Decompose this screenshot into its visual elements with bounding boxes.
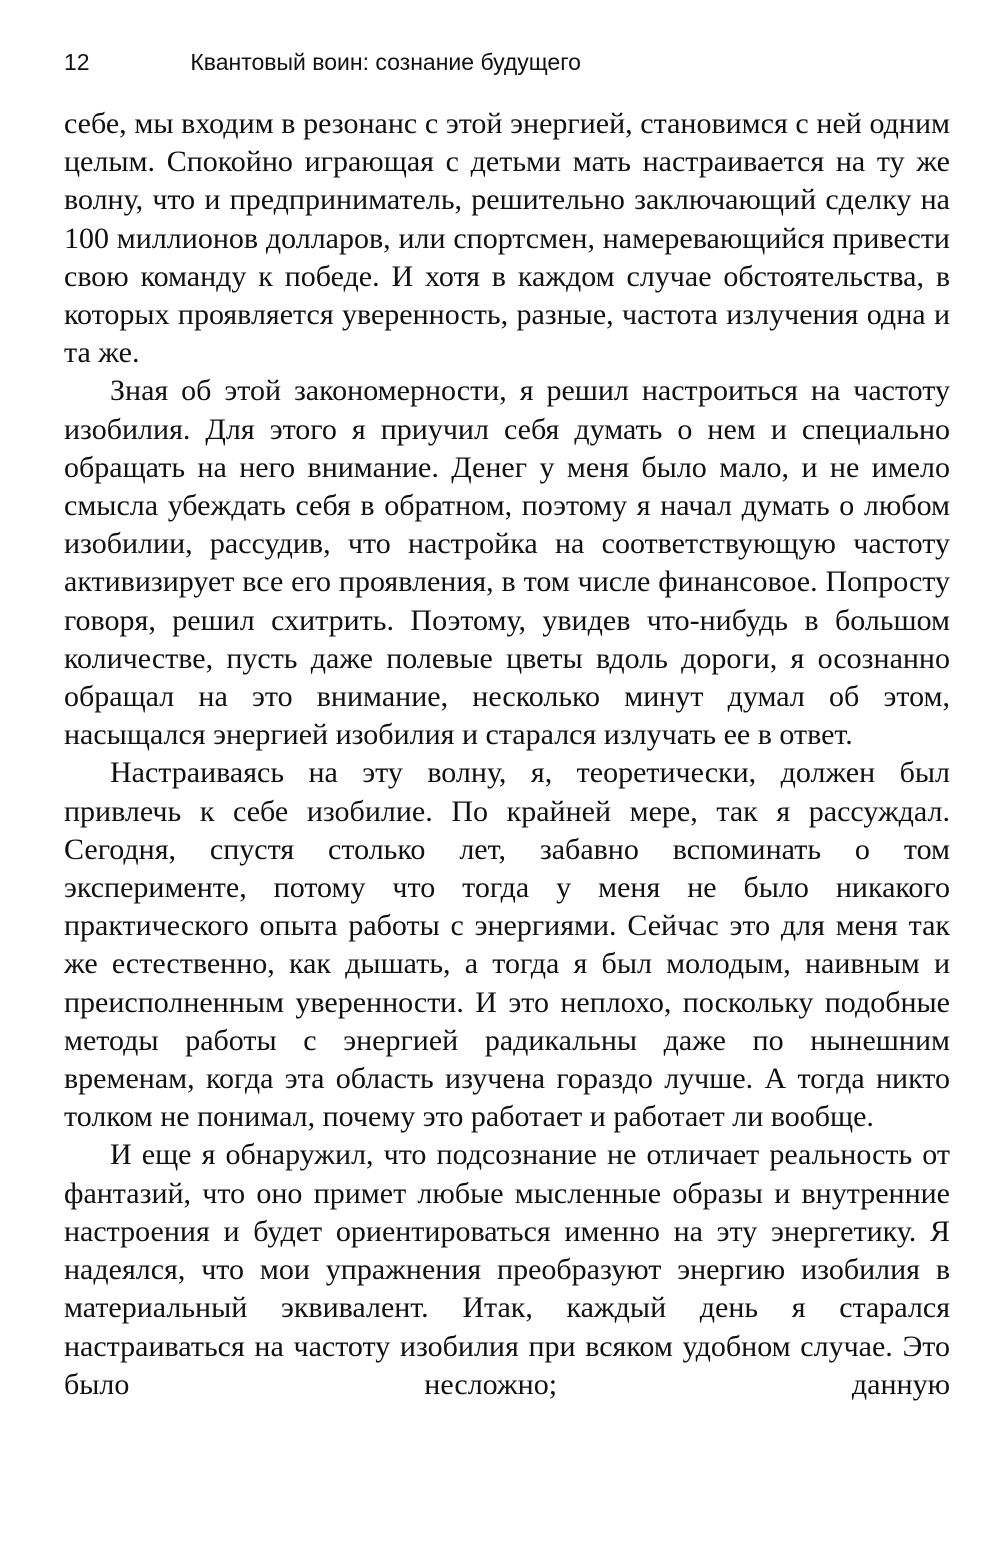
page-number: 12: [64, 49, 90, 75]
paragraph-2: Зная об этой закономерности, я решил настроиться на частоту изобилия. Для этого я приучил себя думать о нем и специально обращать на него внимание. Денег у меня было мало, и не имело смысла убеждать себя в обратном, поэтому я начал думать о любом изобилии, рассудив, что настройка на соответствующую частоту активизирует все его проявления, в том числе финансовое. Попросту говоря, решил схитрить. Поэтому, увидев что-нибудь в большом количестве, пусть даже полевые цветы вдоль дороги, я осознанно обращал на это внимание, несколько минут думал об этом, насыщался энергией изобилия и старался излучать ее в ответ.: [64, 374, 950, 752]
running-head: [64, 44, 944, 80]
book-title: Квантовый воин: сознание будущего: [190, 49, 581, 75]
paragraph-1: себе, мы входим в резонанс с этой энергией, становимся с ней одним целым. Спокойно играющая с детьми мать настраивается на ту же волну, что и предприниматель, решительно заключающий сделку на 100 миллионов долларов, или спортсмен, намеревающийся привести свою команду к победе. И хотя в каждом случае обстоятельства, в которых проявляется уверенность, разные, частота излучения одна и та же.: [64, 107, 950, 370]
body-text: [64, 105, 950, 1404]
paragraph-4: И еще я обнаружил, что подсознание не отличает реальность от фантазий, что оно примет любые мысленные образы и внутренние настроения и будет ориентироваться именно на эту энергетику. Я надеялся, что мои упражнения преобразуют энергию изобилия в материальный эквивалент. Итак, каждый день я старался настраиваться на частоту изобилия при всяком удобном случае. Это было несложно; данную: [64, 1138, 950, 1401]
paragraph-3: Настраиваясь на эту волну, я, теоретически, должен был привлечь к себе изобилие. По крайней мере, так я рассуждал. Сегодня, спустя столько лет, забавно вспоминать о том эксперименте, потому что тогда у меня не было никакого практического опыта работы с энергиями. Сейчас это для меня так же естественно, как дышать, а тогда я был молодым, наивным и преисполненным уверенности. И это неплохо, поскольку подобные методы работы с энергией радикальны даже по нынешним временам, когда эта область изучена гораздо лучше. А тогда никто толком не понимал, почему это работает и работает ли вообще.: [64, 756, 950, 1134]
